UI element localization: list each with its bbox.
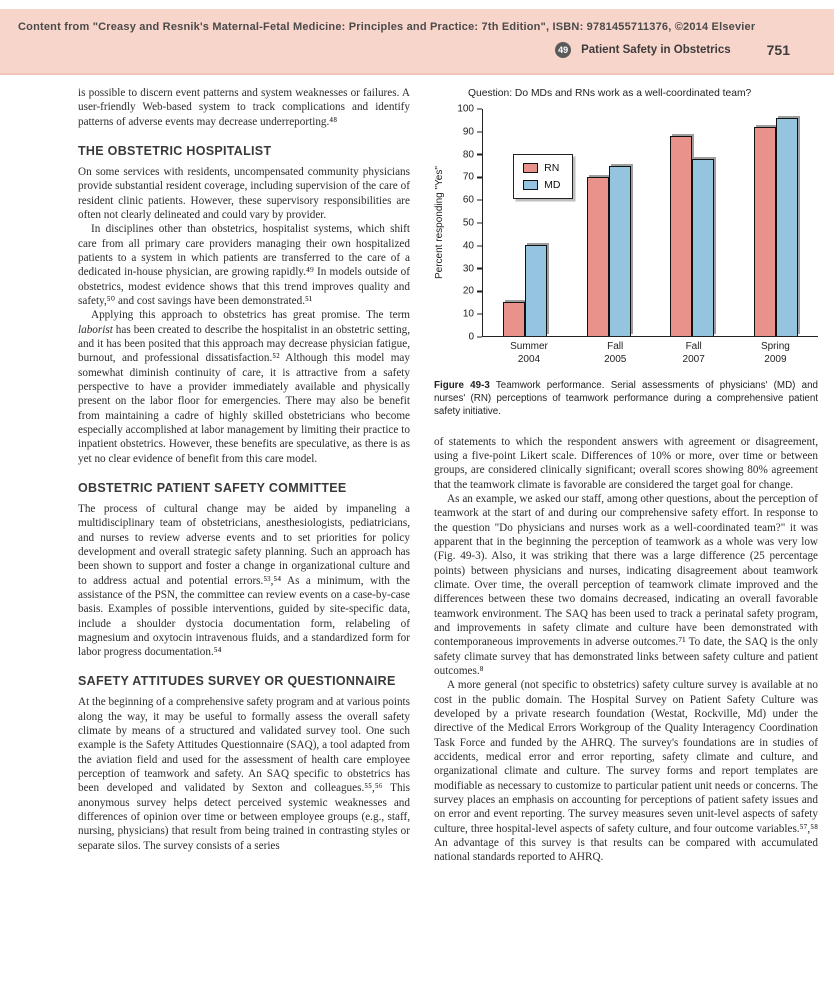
x-tick-label-summer-2004: Summer 2004: [510, 341, 548, 365]
y-tick-30: 30: [463, 263, 482, 274]
bar-rn-fall-2007: [670, 136, 692, 336]
chart-plot: [482, 109, 818, 337]
paragraph: A more general (not specific to obstetrics) safety culture survey is available at no cost in the public domain. The Hospital Survey on Patient Safety Culture was developed by a private research foundation (Westat, Rockville, Md) under the directive of the Medical Errors Workgroup of the Quality Interagency Coordination Task Force and funded by the AHRQ. The survey's foundations are in studies of accidents, medical error and error reporting, safety climate and culture, and organizational climate and culture. The survey forms and report templates are modifiable as necessary to customize to particular patient unit needs or concerns. The survey places an emphasis on accounting for perceptions of patient safety issues and on error and event reporting. The survey measures seven unit-level aspects of safety culture, three hospital-level aspects of safety culture, and four outcome variables.⁵⁷,⁵⁸ An advantage of this survey is that results can be compared with accumulated national standards reported to AHRQ.: [434, 679, 818, 864]
left-column: [78, 86, 410, 865]
chart-y-axis-label: Percent responding "Yes": [434, 166, 445, 280]
page-content: [78, 86, 818, 865]
paragraph: At the beginning of a comprehensive safety program and at various points along the way, it may be useful to formally assess the overall safety climate by means of a structured and validated survey tool. One such example is the Safety Attitudes Questionnaire (SAQ), a tool adapted from the aviation field and used for the assessment of health care employee perception of teamwork and safety. An SAQ specific to obstetrics has been developed and validated by Sexton and colleagues.⁵⁵,⁵⁶ This anonymous survey helps detect perceived systemic weaknesses and differences of opinion over time or between employee groups (e.g., staff, nursing, physicians) that result from being trained in contrasting styles or separate silos. The survey consists of a series: [78, 696, 410, 852]
bar-md-fall-2007: [692, 159, 714, 336]
page-number: 751: [766, 42, 790, 58]
running-head: [18, 42, 816, 58]
bar-md-fall-2005: [609, 166, 631, 336]
page-header-banner: [0, 9, 834, 75]
x-tick-label-spring-2009: Spring 2009: [760, 341, 790, 365]
figure-caption: [434, 380, 818, 419]
bar-group-summer-2004: [503, 109, 547, 336]
bar-rn-summer-2004: [503, 302, 525, 336]
right-column: [434, 86, 818, 865]
y-tick-10: 10: [463, 309, 482, 320]
figure-caption-text: Teamwork performance. Serial assessments of physicians' (MD) and nurses' (RN) perceptions of teamwork performance during a comprehensive patient safety initiative.: [434, 380, 818, 417]
figure-49-3: [434, 88, 818, 419]
bar-chart: [434, 103, 818, 343]
legend-swatch-rn: [523, 163, 538, 173]
chapter-number-badge: 49: [555, 42, 571, 58]
bar-group-spring-2009: [754, 109, 798, 336]
paragraph: As an example, we asked our staff, among other questions, about the perception of teamwork at the start of and during our comprehensive safety effort. In response to the question "Do physicians and nurses work as a well-coordinated team?" it was apparent that in the beginning the perception of teamwork as a whole was very low (Fig. 49-3). Also, it was striking that there was a large difference (25 percentage points) between physicians and nurses, indicating disagreement about teamwork climate. Over time, the overall perception of teamwork climate improved and the differences between these two domains decreased, indicating an overall favorable teamwork environment. The SAQ has been used to track a perinatal safety program, and improvements in safety climate and culture have been demonstrated with contemporaneous improvements in adverse outcomes.⁷¹ To date, the SAQ is the only safety climate survey that has demonstrated links between safety culture and patient outcomes.⁸: [434, 493, 818, 678]
y-tick-80: 80: [463, 149, 482, 160]
legend-item-rn: [523, 162, 560, 174]
y-tick-20: 20: [463, 286, 482, 297]
paragraph-text: Applying this approach to obstetrics has great promise. The term: [91, 309, 410, 322]
paragraph: On some services with residents, uncompensated community physicians provide substantial resident coverage, including supervision of the care of resident clinic patients. However, these supervisory responsibilities are often not clearly delineated and could vary by provider.: [78, 165, 410, 221]
y-tick-60: 60: [463, 195, 482, 206]
paragraph: In disciplines other than obstetrics, hospitalist systems, which shift care from all primary care providers managing their own hospitalized patients to a system in which patients are transferred to the care of a dedicated in-house physician, are growing rapidly.⁴⁹ In models outside of obstetrics, modest evidence shows that this trend improves quality and safety,⁵⁰ and cost savings have been demonstrated.⁵¹: [78, 223, 410, 307]
paragraph: [78, 308, 410, 466]
x-tick-label-fall-2007: Fall 2007: [682, 341, 705, 365]
chart-title: Question: Do MDs and RNs work as a well-coordinated team?: [468, 88, 752, 99]
attribution-line: Content from "Creasy and Resnik's Maternal-Fetal Medicine: Principles and Practice: 7th Edition", ISBN: 9781455711376, ©2014 Elsevier: [18, 21, 756, 33]
y-tick-50: 50: [463, 218, 482, 229]
y-tick-100: 100: [457, 104, 482, 115]
y-tick-0: 0: [468, 332, 482, 343]
x-tick-label-fall-2005: Fall 2005: [604, 341, 627, 365]
y-tick-90: 90: [463, 126, 482, 137]
y-tick-40: 40: [463, 240, 482, 251]
section-heading-patient-safety-committee: OBSTETRIC PATIENT SAFETY COMMITTEE: [78, 480, 347, 495]
bar-group-fall-2007: [670, 109, 714, 336]
bar-md-summer-2004: [525, 245, 547, 336]
chart-legend: [513, 154, 573, 199]
chart-x-labels: [482, 337, 818, 366]
section-heading-safety-attitudes-survey: SAFETY ATTITUDES SURVEY OR QUESTIONNAIRE: [78, 674, 396, 689]
paragraph: of statements to which the respondent answers with agreement or disagreement, using a five-point Likert scale. Differences of 10% or more, over time or between groups, are considered clinically significant; overall scores showing 80% agreement that the teamwork climate is favorable are considered the target goal for change.: [434, 435, 818, 491]
paragraph: is possible to discern event patterns and system weaknesses or failures. A user-friendly Web-based system to track complications and identify patterns of adverse events may decrease underreporting.⁴⁸: [78, 87, 410, 128]
bar-group-fall-2005: [587, 109, 631, 336]
bar-md-spring-2009: [776, 118, 798, 336]
legend-swatch-md: [523, 180, 538, 190]
figure-caption-label: Figure 49-3: [434, 380, 490, 391]
legend-label-rn: RN: [544, 162, 560, 175]
paragraph: The process of cultural change may be aided by impaneling a multidisciplinary team of obstetricians, anesthesiologists, pediatricians, and nurses to review adverse events and to set priorities for policy development and overall strategic safety planning. Such an approach has been shown to support and foster a change in organizational culture and to address actual and potential errors.⁵³,⁵⁴ As a minimum, with the assistance of the PSN, the committee can review events on a case-by-case basis. Examples of possible interventions, guided by site-specific data, include a shoulder dystocia documentation form, relabeling of magnesium and oxytocin intravenous fluids, and a standardized form for labor progress documentation.⁵⁴: [78, 502, 410, 659]
section-heading-obstetric-hospitalist: THE OBSTETRIC HOSPITALIST: [78, 143, 272, 158]
chapter-title: Patient Safety in Obstetrics: [581, 44, 731, 56]
legend-item-md: [523, 179, 560, 191]
italic-term-laborist: laborist: [78, 323, 113, 336]
bar-rn-fall-2005: [587, 177, 609, 336]
y-tick-70: 70: [463, 172, 482, 183]
legend-label-md: MD: [544, 179, 561, 192]
paragraph-text: has been created to describe the hospitalist in an obstetric setting, and it has been posited that this approach may decrease physician fatigue, burnout, and professional dissatisfaction.⁵² Although this model may somewhat diminish continuity of care, it is attractive from a safety perspective to have a provider immediately available and physically present on the labor floor for emergencies. There may also be benefit from maintaining a cadre of highly skilled obstetricians who become especially accomplished at labor management by limiting their practice to inpatient obstetrics. However, these benefits are speculative, as there is as yet no clear evidence of benefit from this care model.: [78, 323, 410, 465]
chart-y-axis: [450, 103, 482, 343]
bar-rn-spring-2009: [754, 127, 776, 336]
